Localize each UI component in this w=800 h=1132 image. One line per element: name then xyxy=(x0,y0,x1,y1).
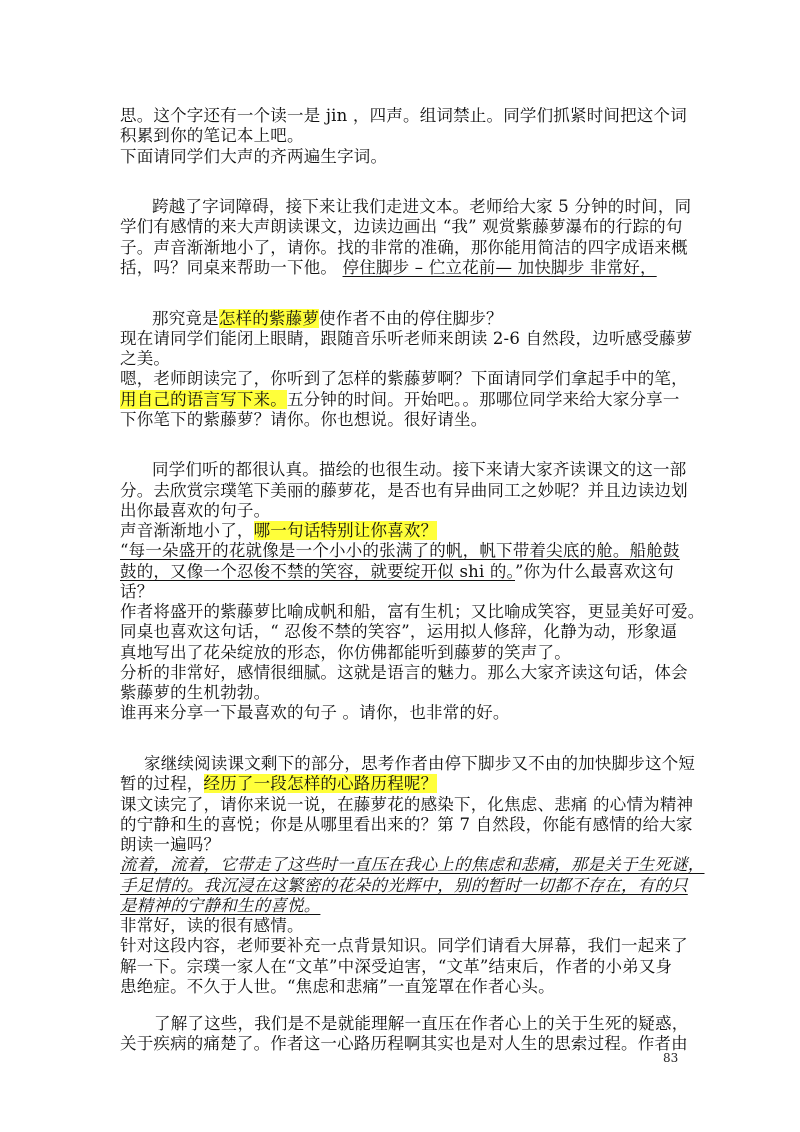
text-segment: 患绝症。不久于人世。“焦虑和悲痛”一直笼罩在作者心头。 xyxy=(120,976,555,996)
text-segment: 朗读一遍吗？ xyxy=(120,835,221,855)
text-segment: 积累到你的笔记本上吧。 xyxy=(120,126,304,146)
text-segment: 针对这段内容，老师要补充一点背景知识。同学们请看大屏幕，我们一起来了 xyxy=(120,936,688,956)
text-segment: 的宁静和生的喜悦；你是从哪里看出来的？第 7 自然段，你能有感情的给大家 xyxy=(120,814,693,834)
text-segment: 是精神的宁静和生的喜悦。 xyxy=(120,895,321,915)
text-segment: 下面请同学们大声的齐两遍生字词。 xyxy=(120,146,388,166)
text-line xyxy=(120,327,692,351)
text-segment: 那究竟是 xyxy=(152,308,219,328)
text-segment: 同学们听的都很认真。描绘的也很生动。接下来请大家齐读课文的这一部 xyxy=(152,460,687,480)
text-segment: 思。这个字还有一个读一是 jin ，四声。组词禁止。同学们抓紧时间把这个词 xyxy=(120,106,687,125)
text-segment: 之美。 xyxy=(120,349,171,368)
text-line xyxy=(120,560,674,584)
text-segment: 学们有感情的来大声朗读课文，边读边画出 “我” 观赏紫藤萝瀑布的行踪的句 xyxy=(120,217,683,237)
text-segment: 解一下。宗璞一家人在“文革”中深受迫害，“文革”结束后，作者的小弟又身 xyxy=(120,956,673,976)
text-segment: 怎样的紫藤萝 xyxy=(218,308,320,328)
text-segment: ”你为什么最喜欢这句 xyxy=(515,561,674,581)
text-segment: 子。声音渐渐地小了，请你。找的非常的准确，那你能用简洁的四字成语来概 xyxy=(120,237,688,257)
text-segment: 流着，流着，它带走了这些时一直压在我心上的焦虑和悲痛，那是关于生死谜， xyxy=(120,855,705,875)
text-segment: 作者将盛开的紫藤萝比喻成帆和船，富有生机；又比喻成笑容，更显美好可爱。 xyxy=(120,602,705,622)
text-segment: 分析的非常好，感情很细腻。这就是语言的魅力。那么大家齐读这句话，体会 xyxy=(120,662,688,682)
text-segment: 谁再来分享一下最喜欢的句子 。请你，也非常的好。 xyxy=(120,703,510,723)
text-segment: 经历了一段怎样的心路历程呢？ xyxy=(203,774,438,794)
text-segment: 用自己的语言写下来。 xyxy=(120,389,287,409)
page-number: 83 xyxy=(663,1051,679,1065)
text-segment: 家继续阅读课文剩下的部分，思考作者由停下脚步又不由的加快脚步这个短 xyxy=(144,754,696,774)
text-segment: 了解了这些，我们是不是就能理解一直压在作者心上的关于生死的疑惑， xyxy=(154,1014,689,1033)
text-segment: 现在请同学们能闭上眼睛，跟随音乐听老师来朗读 2-6 自然段，边听感受藤萝 xyxy=(120,328,693,348)
text-line xyxy=(120,975,555,999)
text-segment: 紫藤萝的生机勃勃。 xyxy=(120,683,271,703)
text-segment: 非常好，读的很有感情。 xyxy=(120,916,304,936)
text-segment: 括，吗？同桌来帮助一下他。 xyxy=(120,257,343,277)
text-segment: “每一朵盛开的花就像是一个小小的张满了的帆，帆下带着尖底的舱。船舱鼓 xyxy=(120,541,680,561)
text-segment: 出你最喜欢的句子。 xyxy=(120,500,271,520)
text-line xyxy=(120,701,510,725)
text-segment: 五分钟的时间。开始吧。。那哪位同学来给大家分享一 xyxy=(287,389,680,409)
text-segment: 话？ xyxy=(120,581,154,601)
text-segment: 使作者不由的停住脚步？ xyxy=(319,308,503,328)
text-segment: 嗯，老师朗读完了，你听到了怎样的紫藤萝啊？下面请同学们拿起手中的笔， xyxy=(120,369,688,389)
text-segment: 手足情的。我沉浸在这繁密的花朵的光辉中，别的暂时一切都不存在，有的只 xyxy=(120,875,688,895)
text-segment: 下你笔下的紫藤萝？请你。你也想说。很好请坐。 xyxy=(120,409,488,429)
text-segment: 跨越了字词障碍，接下来让我们走进文本。老师给大家 5 分钟的时间，同 xyxy=(152,197,692,217)
text-line xyxy=(120,408,487,432)
text-line xyxy=(120,1032,688,1056)
text-segment: 鼓的，又像一个忍俊不禁的笑容，就要绽开似 shi 的。 xyxy=(120,561,516,581)
text-line xyxy=(120,256,657,280)
text-segment: 暂的过程， xyxy=(120,774,204,794)
text-segment: 哪一句话特别让你喜欢？ xyxy=(253,521,438,541)
text-segment: 真地写出了花朵绽放的形态，你仿佛都能听到藤萝的笑声了。 xyxy=(120,642,571,662)
text-segment: 停住脚步 – 伫立花前— 加快脚步 非常好， xyxy=(342,257,657,277)
text-segment: 分。去欣赏宗璞笔下美丽的藤萝花，是否也有异曲同工之妙呢？并且边读边划 xyxy=(120,480,688,500)
text-line xyxy=(120,145,387,169)
text-segment: 声音渐渐地小了， xyxy=(120,521,254,541)
text-segment: 课文读完了，请你来说一说，在藤萝花的感染下，化焦虑、悲痛 的心情为精神 xyxy=(120,794,694,814)
text-segment: 同桌也喜欢这句话，“ 忍俊不禁的笑容”，运用拟人修辞，化静为动，形象逼 xyxy=(120,622,678,642)
text-segment: 关于疾病的痛楚了。作者这一心路历程啊其实也是对人生的思索过程。作者由 xyxy=(120,1034,688,1054)
